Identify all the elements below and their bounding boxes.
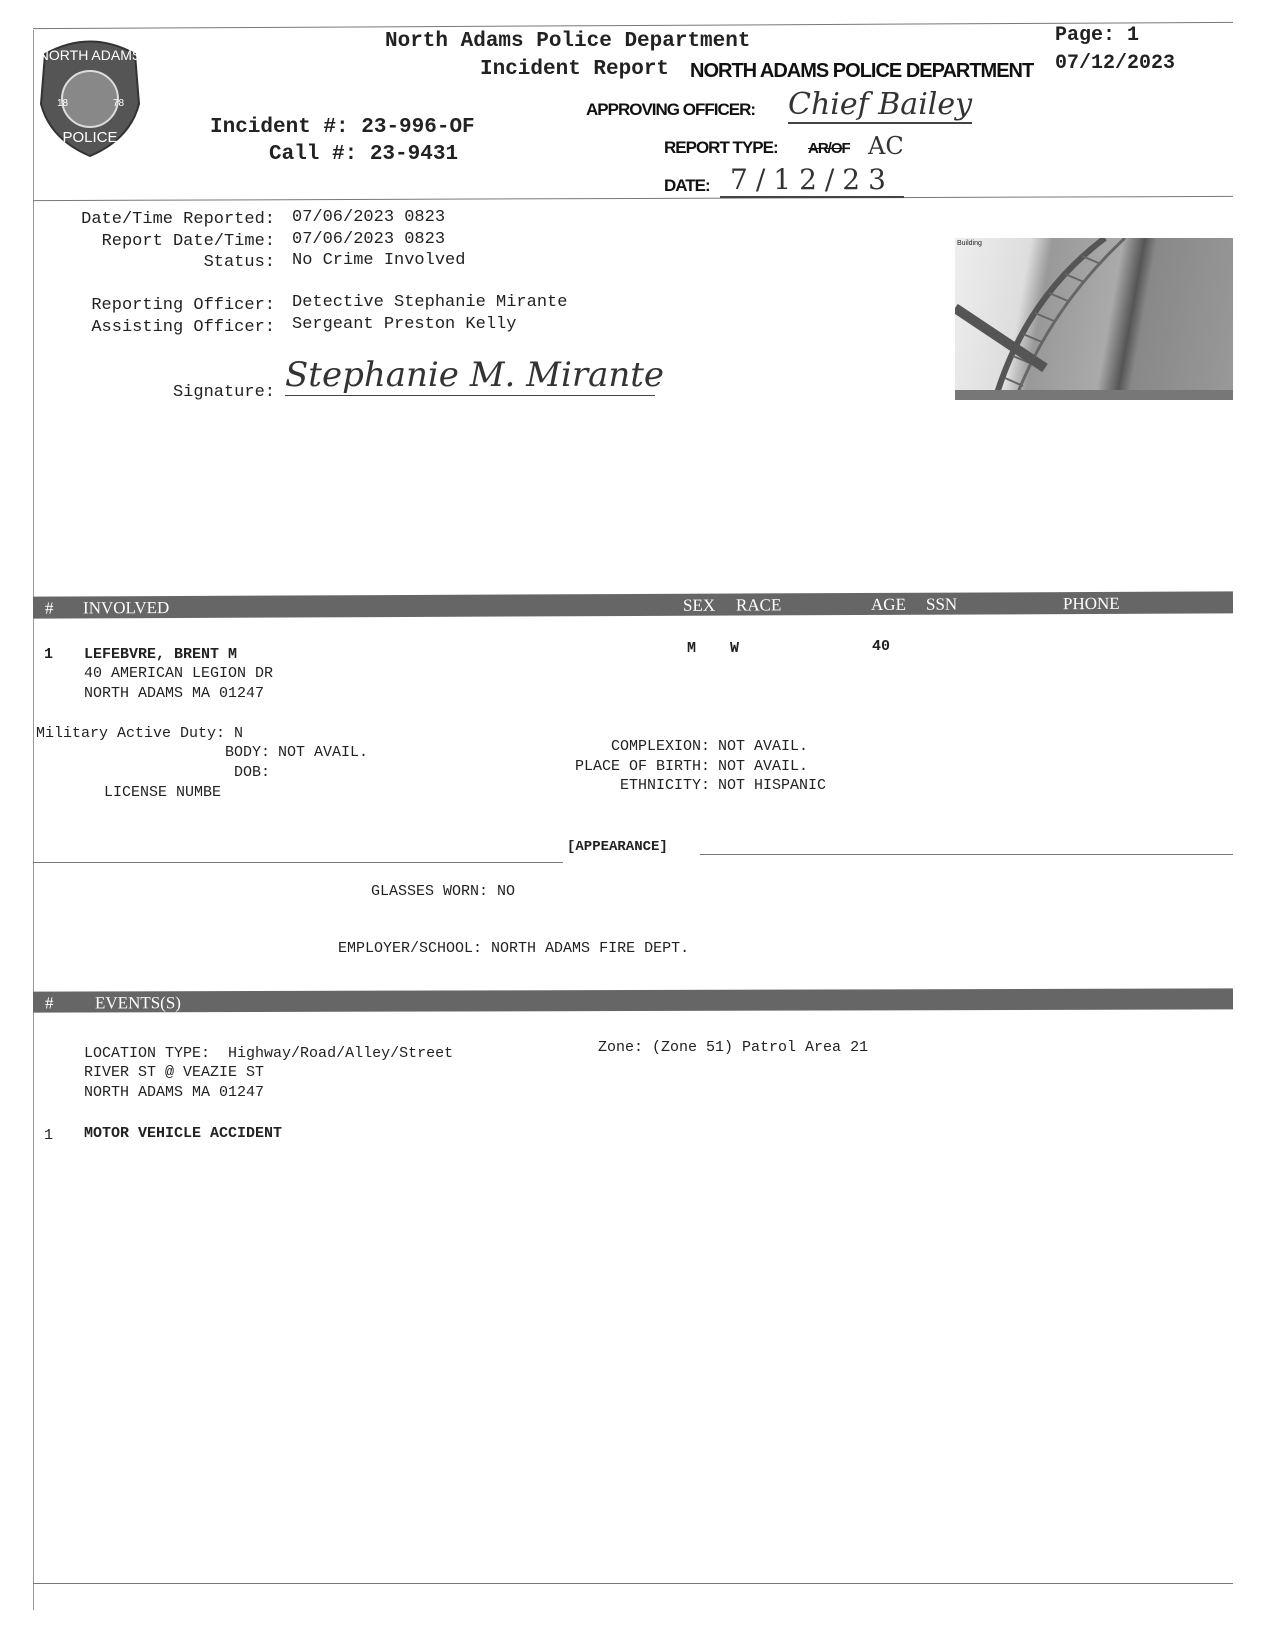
left-border [33,30,34,1610]
incident-number [210,116,475,139]
event-address-1: RIVER ST @ VEAZIE ST [84,1064,265,1081]
race-header: RACE [735,595,782,615]
involved-header: INVOLVED [82,598,170,618]
svg-text:POLICE: POLICE [62,129,118,146]
age-header: AGE [870,594,906,614]
date-reported-value: 07/06/2023 0823 [292,208,446,227]
status-value: No Crime Involved [292,251,466,270]
header-divider [33,196,1233,201]
ethnicity-label: ETHNICITY: [619,777,710,794]
complexion-label: COMPLEXION: [610,738,710,755]
employer-value: NORTH ADAMS FIRE DEPT. [491,940,690,957]
location-type [84,1045,453,1062]
person-address-1: 40 AMERICAN LEGION DR [84,665,274,682]
zone [598,1039,868,1056]
phone-header: PHONE [1062,593,1120,614]
event-number: 1 [44,1127,54,1144]
officer-signature: Stephanie M. Mirante [285,355,665,395]
person-number: 1 [44,646,54,663]
birthplace-label: PLACE OF BIRTH: [574,758,710,775]
military-duty-value: N [234,725,244,742]
ethnicity-value: NOT HISPANIC [718,777,827,794]
approving-officer-signature: Chief Bailey [788,87,973,122]
status-label: Status: [203,253,275,272]
photo-caption: Building [957,240,982,247]
location-type-label: LOCATION TYPE: [84,1045,211,1062]
ssn-header: SSN [925,594,958,614]
person-race: W [730,640,740,657]
license-label: LICENSE NUMBE [104,784,222,801]
assisting-officer-value: Sergeant Preston Kelly [292,315,517,334]
appearance-divider-left [33,862,563,863]
appearance-heading: [APPEARANCE] [567,839,668,855]
complexion-value: NOT AVAIL. [718,738,809,755]
scene-photo [955,238,1233,400]
department-title: North Adams Police Department [385,30,751,53]
body-label: BODY: [224,744,270,761]
events-header: EVENTS(S) [94,993,181,1013]
page-number: Page: 1 [1055,24,1140,47]
approving-officer-label: APPROVING OFFICER: [586,100,756,119]
call-value: 23-9431 [369,143,459,166]
svg-text:NORTH ADAMS: NORTH ADAMS [38,47,142,63]
body-value: NOT AVAIL. [278,744,369,761]
police-badge-logo [35,34,145,159]
zone-label: Zone: [598,1039,644,1056]
date-label: DATE: [664,176,710,195]
location-type-value: Highway/Road/Alley/Street [228,1045,454,1062]
incident-value: 23-996-OF [361,116,475,139]
signature-label: Signature: [172,383,275,402]
sex-header: SEX [682,595,716,615]
dob-label: DOB: [233,764,270,781]
call-number [269,143,458,166]
birthplace-value: NOT AVAIL. [718,758,809,775]
military-duty [36,725,243,742]
date-reported-label: Date/Time Reported: [81,210,275,229]
top-border [33,22,1233,29]
report-type-struck: AR/OF [808,140,850,157]
report-title: Incident Report [480,58,670,81]
person-age: 40 [872,638,891,655]
military-duty-label: Military Active Duty: [36,725,226,742]
glasses-label: GLASSES WORN: [371,883,489,900]
assisting-officer-label: Assisting Officer: [91,318,275,337]
zone-value: (Zone 51) Patrol Area 21 [652,1039,869,1056]
call-label: Call #: [269,143,358,166]
report-type-value: AC [868,132,904,160]
bottom-border [33,1583,1233,1584]
person-name: LEFEBVRE, BRENT M [84,646,238,663]
reporting-officer-label: Reporting Officer: [91,296,275,315]
person-sex: M [687,640,697,657]
involved-num-header: # [44,598,54,618]
employer-label: EMPLOYER/SCHOOL: [338,940,483,957]
report-type-label: REPORT TYPE: [664,138,778,157]
glasses-value: NO [497,883,516,900]
employer [338,940,689,957]
person-address-2: NORTH ADAMS MA 01247 [84,685,265,702]
report-date-value: 07/06/2023 0823 [292,230,446,249]
approval-date: 7/12/23 [720,164,904,198]
events-num-header: # [44,993,54,1013]
glasses-worn [371,883,515,900]
stamp-title: NORTH ADAMS POLICE DEPARTMENT [690,60,1034,82]
event-offense: MOTOR VEHICLE ACCIDENT [84,1125,283,1142]
involved-header-bar [33,591,1233,618]
event-address-2: NORTH ADAMS MA 01247 [84,1084,265,1101]
svg-text:78: 78 [113,98,125,109]
reporting-officer-value: Detective Stephanie Mirante [292,293,568,312]
appearance-divider-right [700,854,1233,855]
incident-label: Incident #: [210,116,349,139]
svg-text:18: 18 [57,98,69,109]
events-header-bar [33,988,1233,1012]
report-date-label: Report Date/Time: [101,232,275,251]
print-date: 07/12/2023 [1055,52,1176,75]
